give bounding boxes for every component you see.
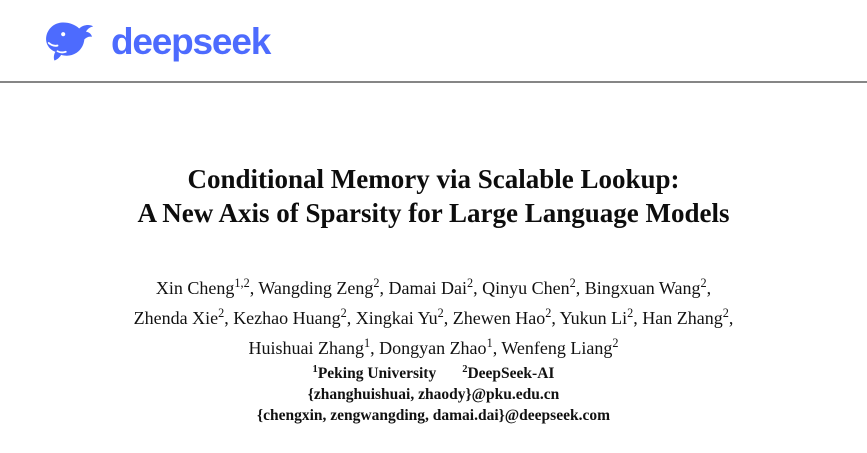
author: Dongyan Zhao$^1$ [379, 336, 493, 358]
deepseek-wordmark: deepseek [111, 20, 271, 62]
author: Han Zhang$^2$ [642, 306, 729, 328]
author-line: Huishuai Zhang$^1$, Dongyan Zhao$^1$, Wenfeng Liang$^2$ [248, 336, 619, 358]
whale-body [46, 22, 93, 60]
affiliation: $^2$DeepSeek-AI [462, 363, 555, 382]
author: Zhewen Hao$^2$ [452, 306, 552, 328]
deepseek-logo [42, 16, 270, 70]
email-line: {chengxin, zengwangding, damai.dai}@deepseek.com [256, 407, 611, 424]
author: Xingkai Yu$^2$ [355, 306, 444, 328]
author: Yukun Li$^2$ [559, 306, 634, 328]
author: Kezhao Huang$^2$ [233, 306, 347, 328]
author-lines [0, 273, 867, 363]
paper-title [0, 162, 867, 230]
paper-title-line2: A New Axis of Sparsity for Large Language Models [137, 198, 730, 228]
author: Zhenda Xie$^2$ [133, 306, 225, 328]
author: Damai Dai$^2$ [388, 276, 474, 298]
affiliation-line [0, 363, 867, 384]
affiliation: $^1$Peking University [312, 363, 437, 382]
author: Qinyu Chen$^2$ [482, 276, 576, 298]
author: Wangding Zeng$^2$ [258, 276, 380, 298]
author: Huishuai Zhang$^1$ [248, 336, 371, 358]
author: Bingxuan Wang$^2$ [584, 276, 707, 298]
email-line: {zhanghuishuai, zhaody}@pku.edu.cn [307, 386, 560, 403]
author-line: Zhenda Xie$^2$, Kezhao Huang$^2$, Xingkai Yu$^2$, Zhewen Hao$^2$, Yukun Li$^2$, Han Zhang$^2$, [133, 306, 734, 328]
header-divider [0, 81, 867, 83]
author: Wenfeng Liang$^2$ [501, 336, 619, 358]
affiliations-and-emails [0, 363, 867, 426]
author: Xin Cheng$^{1,2}$ [155, 276, 250, 298]
email-lines [0, 384, 867, 426]
deepseek-whale-icon [42, 20, 104, 67]
paper-title-line1: Conditional Memory via Scalable Lookup: [187, 164, 680, 194]
author-line: Xin Cheng$^{1,2}$, Wangding Zeng$^2$, Damai Dai$^2$, Qinyu Chen$^2$, Bingxuan Wang$^2$, [155, 276, 712, 298]
